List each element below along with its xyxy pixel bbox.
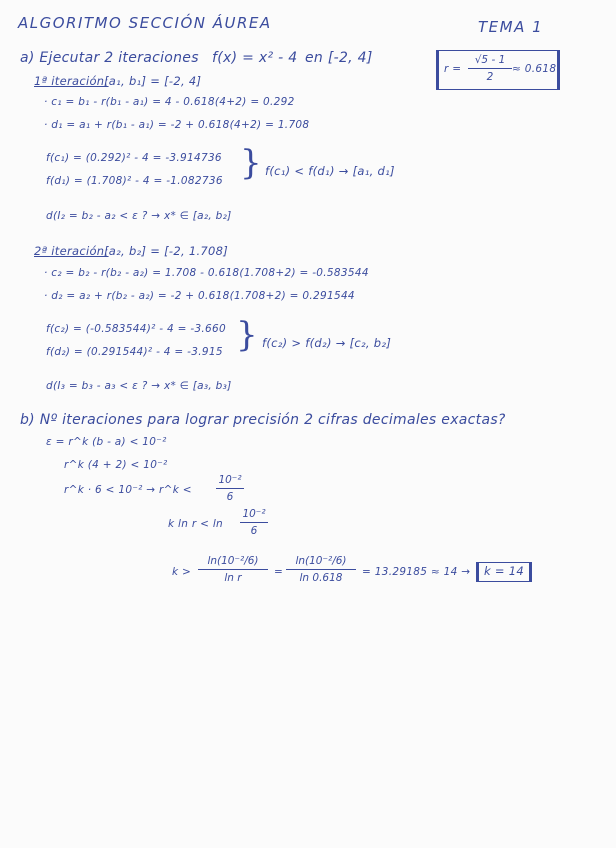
line3-den: 6: [226, 491, 234, 503]
topic-label: TEMA 1: [478, 18, 544, 36]
iter2-c2: · c₂ = b₂ - r(b₂ - a₂) = 1.708 - 0.618(1.708+2) = -0.583544: [44, 267, 369, 279]
line5-num-a: ln(10⁻²/6): [207, 555, 259, 567]
line4-num: 10⁻²: [242, 508, 266, 520]
part-b-line5-fraction-a: [198, 555, 268, 584]
line5-num-b: ln(10⁻²/6): [295, 555, 347, 567]
final-answer: k = 14: [484, 564, 525, 578]
part-b-line5-fraction-b: [286, 555, 356, 584]
iter1-d1: · d₁ = a₁ + r(b₁ - a₁) = -2 + 0.618(4+2) = 1.708: [44, 119, 310, 131]
iter2-brace: }: [236, 315, 258, 355]
golden-r-label: r =: [444, 63, 462, 75]
iter1-check: d(I₂ = b₂ - a₂ < ε ? → x* ∈ [a₂, b₂]: [46, 210, 232, 222]
iter1-fc1: f(c₁) = (0.292)² - 4 = -3.914736: [46, 152, 222, 164]
iter1-conclusion: f(c₁) < f(d₁) → [a₁, d₁]: [265, 164, 395, 178]
golden-den: 2: [486, 71, 494, 83]
part-b-line5-result: = 13.29185 ≈ 14 →: [362, 566, 471, 578]
iter1-fd1: f(d₁) = (1.708)² - 4 = -1.082736: [46, 175, 223, 187]
part-b-heading: b) Nº iteraciones para lograr precisión 2 cifras decimales exactas?: [20, 412, 506, 428]
iter2-label: 2ª iteración:: [34, 244, 109, 258]
iter1-brace: }: [240, 143, 262, 183]
iter2-fd2: f(d₂) = (0.291544)² - 4 = -3.915: [46, 346, 223, 358]
iter2-fc2: f(c₂) = (-0.583544)² - 4 = -3.660: [46, 323, 227, 335]
iter2-check: d(I₃ = b₃ - a₃ < ε ? → x* ∈ [a₃, b₃]: [46, 380, 232, 392]
part-b-line2: r^k (4 + 2) < 10⁻²: [64, 459, 168, 471]
iter1-interval: [a₁, b₁] = [-2, 4]: [104, 74, 202, 88]
iter2-conclusion: f(c₂) > f(d₂) → [c₂, b₂]: [262, 336, 392, 350]
part-b-line3: r^k · 6 < 10⁻² → r^k <: [64, 484, 192, 496]
line4-den: 6: [250, 525, 258, 537]
line5-den-b: ln 0.618: [299, 572, 343, 584]
part-b-line4-fraction: [240, 508, 268, 537]
iter2-interval: [a₂, b₂] = [-2, 1.708]: [104, 244, 229, 258]
part-b-line1: ε = r^k (b - a) < 10⁻²: [46, 436, 167, 448]
iter1-c1: · c₁ = b₁ - r(b₁ - a₁) = 4 - 0.618(4+2) = 0.292: [44, 96, 295, 108]
part-b-line4: k ln r < ln: [168, 518, 223, 530]
part-a-interval: en [-2, 4]: [305, 50, 373, 66]
golden-approx: ≈ 0.618: [512, 63, 557, 75]
iter1-label: 1ª iteración:: [34, 74, 109, 88]
part-a-function: f(x) = x² - 4: [212, 50, 298, 66]
part-b-line3-fraction: [216, 474, 244, 503]
golden-fraction: [468, 54, 512, 83]
line3-num: 10⁻²: [218, 474, 242, 486]
part-b-line5-eq: =: [274, 566, 284, 578]
part-b-line5-k: k >: [172, 566, 192, 578]
line5-den-a: ln r: [224, 572, 242, 584]
golden-sqrt: √5 - 1: [474, 54, 506, 66]
page-title: ALGORITMO SECCIÓN ÁUREA: [18, 14, 272, 32]
iter2-d2: · d₂ = a₂ + r(b₂ - a₂) = -2 + 0.618(1.708+2) = 0.291544: [44, 290, 355, 302]
part-a-heading: a) Ejecutar 2 iteraciones: [20, 50, 199, 66]
